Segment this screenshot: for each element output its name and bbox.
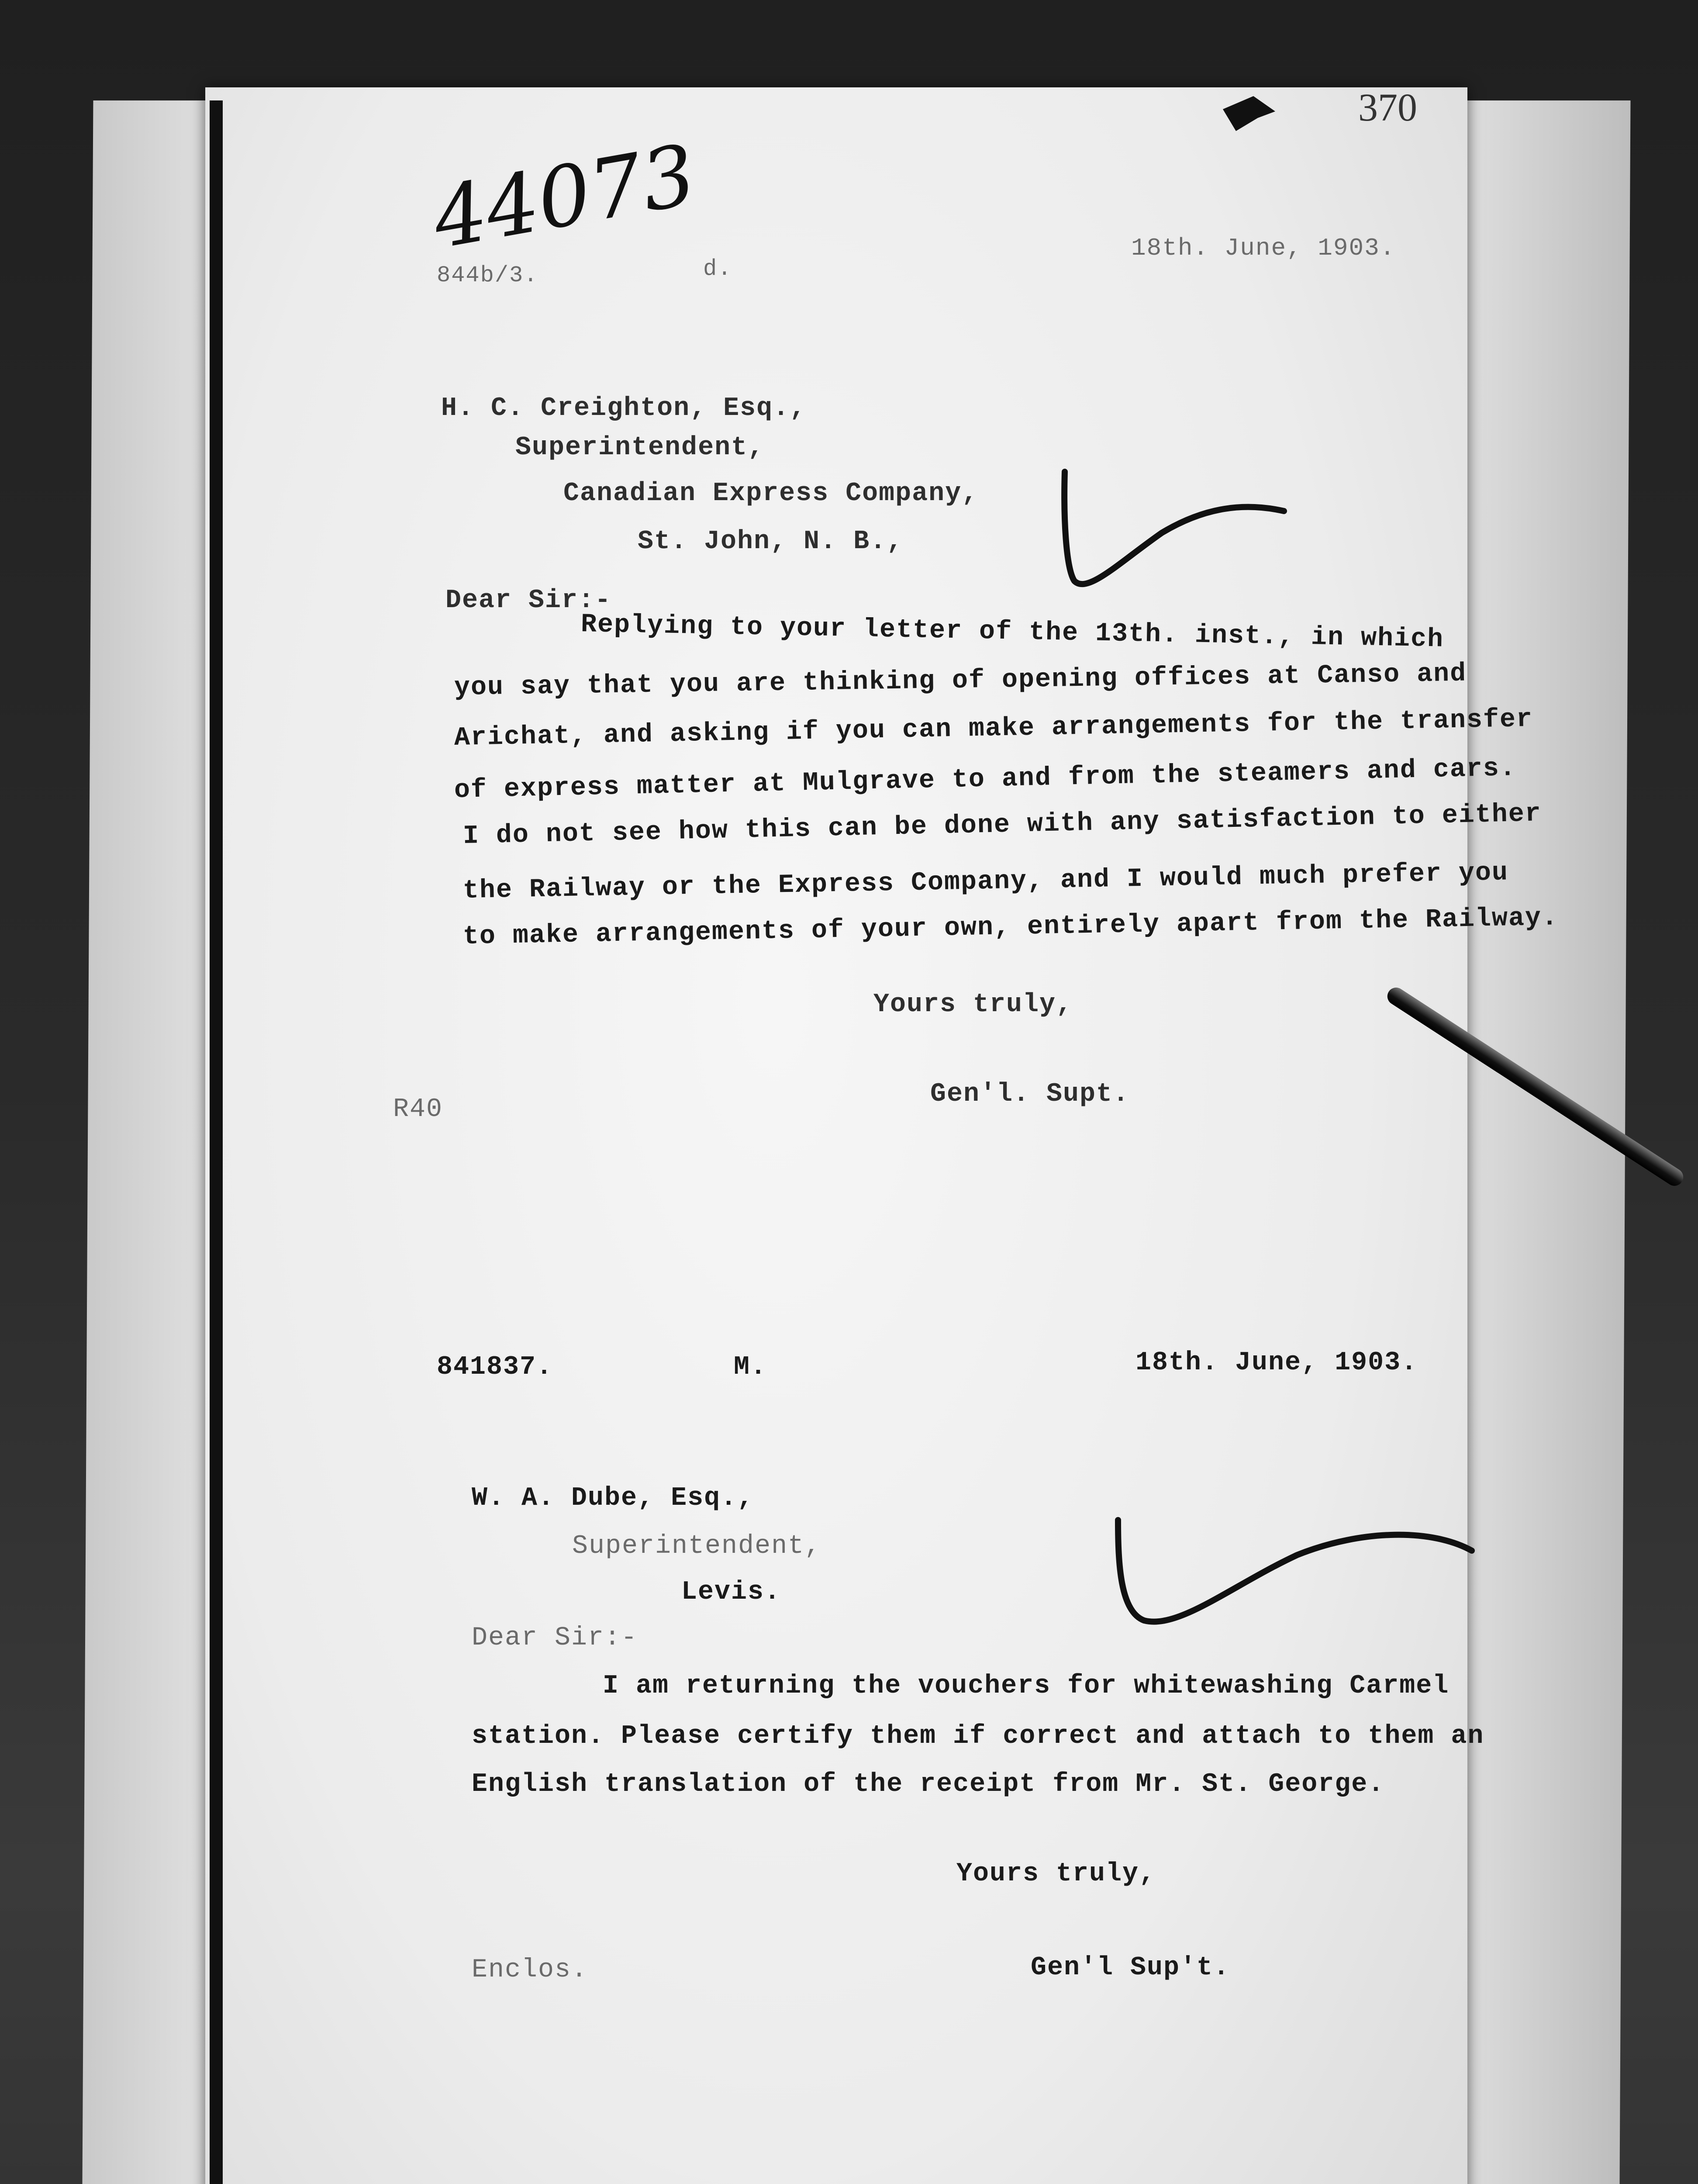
letter2-closing: Yours truly,	[956, 1859, 1156, 1889]
letter1-body-line: Arichat, and asking if you can make arrangements for the transfer	[454, 704, 1533, 753]
letter1-signature: Gen'l. Supt.	[930, 1079, 1130, 1109]
letter2-addressee-city: Levis.	[681, 1577, 781, 1607]
letter1-date: 18th. June, 1903.	[1131, 234, 1396, 262]
letter2-date: 18th. June, 1903.	[1135, 1348, 1418, 1378]
letter2-body-line: I am returning the vouchers for whitewashing Carmel	[603, 1671, 1450, 1701]
letter1-ref-letter: d.	[703, 256, 732, 282]
letter2-addressee-title: Superintendent,	[572, 1531, 821, 1561]
letter2-body-line: station. Please certify them if correct and attach to them an	[472, 1721, 1484, 1751]
letter2-signature: Gen'l Sup't.	[1031, 1953, 1230, 1983]
letter1-body-line: of express matter at Mulgrave to and from the steamers and cars.	[454, 753, 1517, 805]
letter2-addressee-name: W. A. Dube, Esq.,	[472, 1483, 754, 1513]
letter2-body-line: English translation of the receipt from Mr. St. George.	[472, 1769, 1385, 1799]
letter2-ref: 841837.	[437, 1352, 553, 1382]
letter1-body-line: to make arrangements of your own, entirely apart from the Railway.	[462, 903, 1559, 952]
letter1-addressee-city: St. John, N. B.,	[638, 527, 904, 556]
letter1-body-line: Replying to your letter of the 13th. inst., in which	[580, 610, 1444, 655]
page-edge-shadow	[210, 100, 223, 2184]
letter1-body-line: you say that you are thinking of opening offices at Canso and	[454, 659, 1467, 703]
letter1-addressee-company: Canadian Express Company,	[563, 479, 979, 508]
folio-number: 370	[1358, 86, 1417, 129]
letter1-salutation: Dear Sir:-	[445, 586, 612, 615]
letter1-initials: R40	[393, 1095, 443, 1124]
letter2-ref-letter: M.	[734, 1352, 767, 1382]
letter1-body-line: I do not see how this can be done with any satisfaction to either	[462, 799, 1542, 851]
letter1-ref: 844b/3.	[437, 263, 538, 288]
ink-blot	[1218, 92, 1280, 135]
check-mark-1	[1039, 463, 1301, 603]
letter1-addressee-title: Superintendent,	[515, 433, 765, 463]
letter1-body-line: the Railway or the Express Company, and I would much prefer you	[462, 858, 1509, 906]
letter1-addressee-name: H. C. Creighton, Esq.,	[441, 394, 807, 423]
letter2-enclosure: Enclos.	[472, 1955, 588, 1985]
letterbook-page	[205, 87, 1467, 2184]
letter1-closing: Yours truly,	[873, 990, 1073, 1019]
letter2-salutation: Dear Sir:-	[472, 1623, 638, 1653]
check-mark-2	[1101, 1511, 1494, 1651]
handwritten-number: 44073	[426, 126, 703, 267]
